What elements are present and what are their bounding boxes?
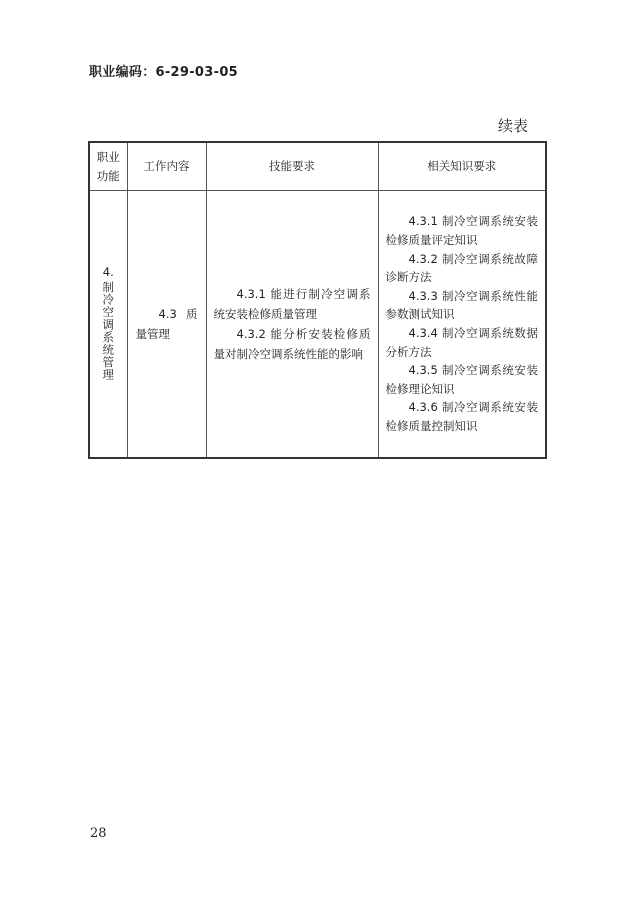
header-knowledge: 相关知识要求: [378, 142, 546, 191]
table-continued-label: 续表: [498, 117, 529, 135]
occupation-code: 职业编码：6-29-03-05: [89, 65, 239, 80]
work-content-text: 4.3 质量管理: [135, 307, 198, 341]
header-work-content: 工作内容: [127, 142, 206, 191]
knowledge-item: 4.3.5 制冷空调系统安装检修理论知识: [385, 363, 538, 396]
knowledge-cell: [378, 191, 546, 459]
page-number: 28: [90, 826, 107, 841]
skill-item: 4.3.1 能进行制冷空调系统安装检修质量管理: [213, 287, 371, 321]
skills-table: [88, 141, 547, 459]
function-name: 制冷空调系统管理: [101, 280, 116, 381]
header-skills: 技能要求: [206, 142, 378, 191]
knowledge-item: 4.3.1 制冷空调系统安装检修质量评定知识: [385, 214, 538, 248]
work-content-cell: [127, 191, 206, 459]
knowledge-item: 4.3.6 制冷空调系统安装检修质量控制知识: [385, 400, 538, 433]
knowledge-item: 4.3.4 制冷空调系统数据分析方法: [385, 326, 538, 359]
table-row: [89, 191, 546, 459]
table-header-row: [89, 142, 546, 191]
knowledge-item: 4.3.2 制冷空调系统故障诊断方法: [385, 251, 538, 285]
skills-cell: [206, 191, 378, 459]
function-number: 4.: [102, 264, 114, 279]
skill-item: 4.3.2 能分析安装检修质量对制冷空调系统性能的影响: [213, 327, 371, 361]
header-function: 职业 功能: [89, 142, 127, 191]
knowledge-item: 4.3.3 制冷空调系统性能参数测试知识: [385, 288, 538, 322]
function-cell: [89, 191, 127, 459]
